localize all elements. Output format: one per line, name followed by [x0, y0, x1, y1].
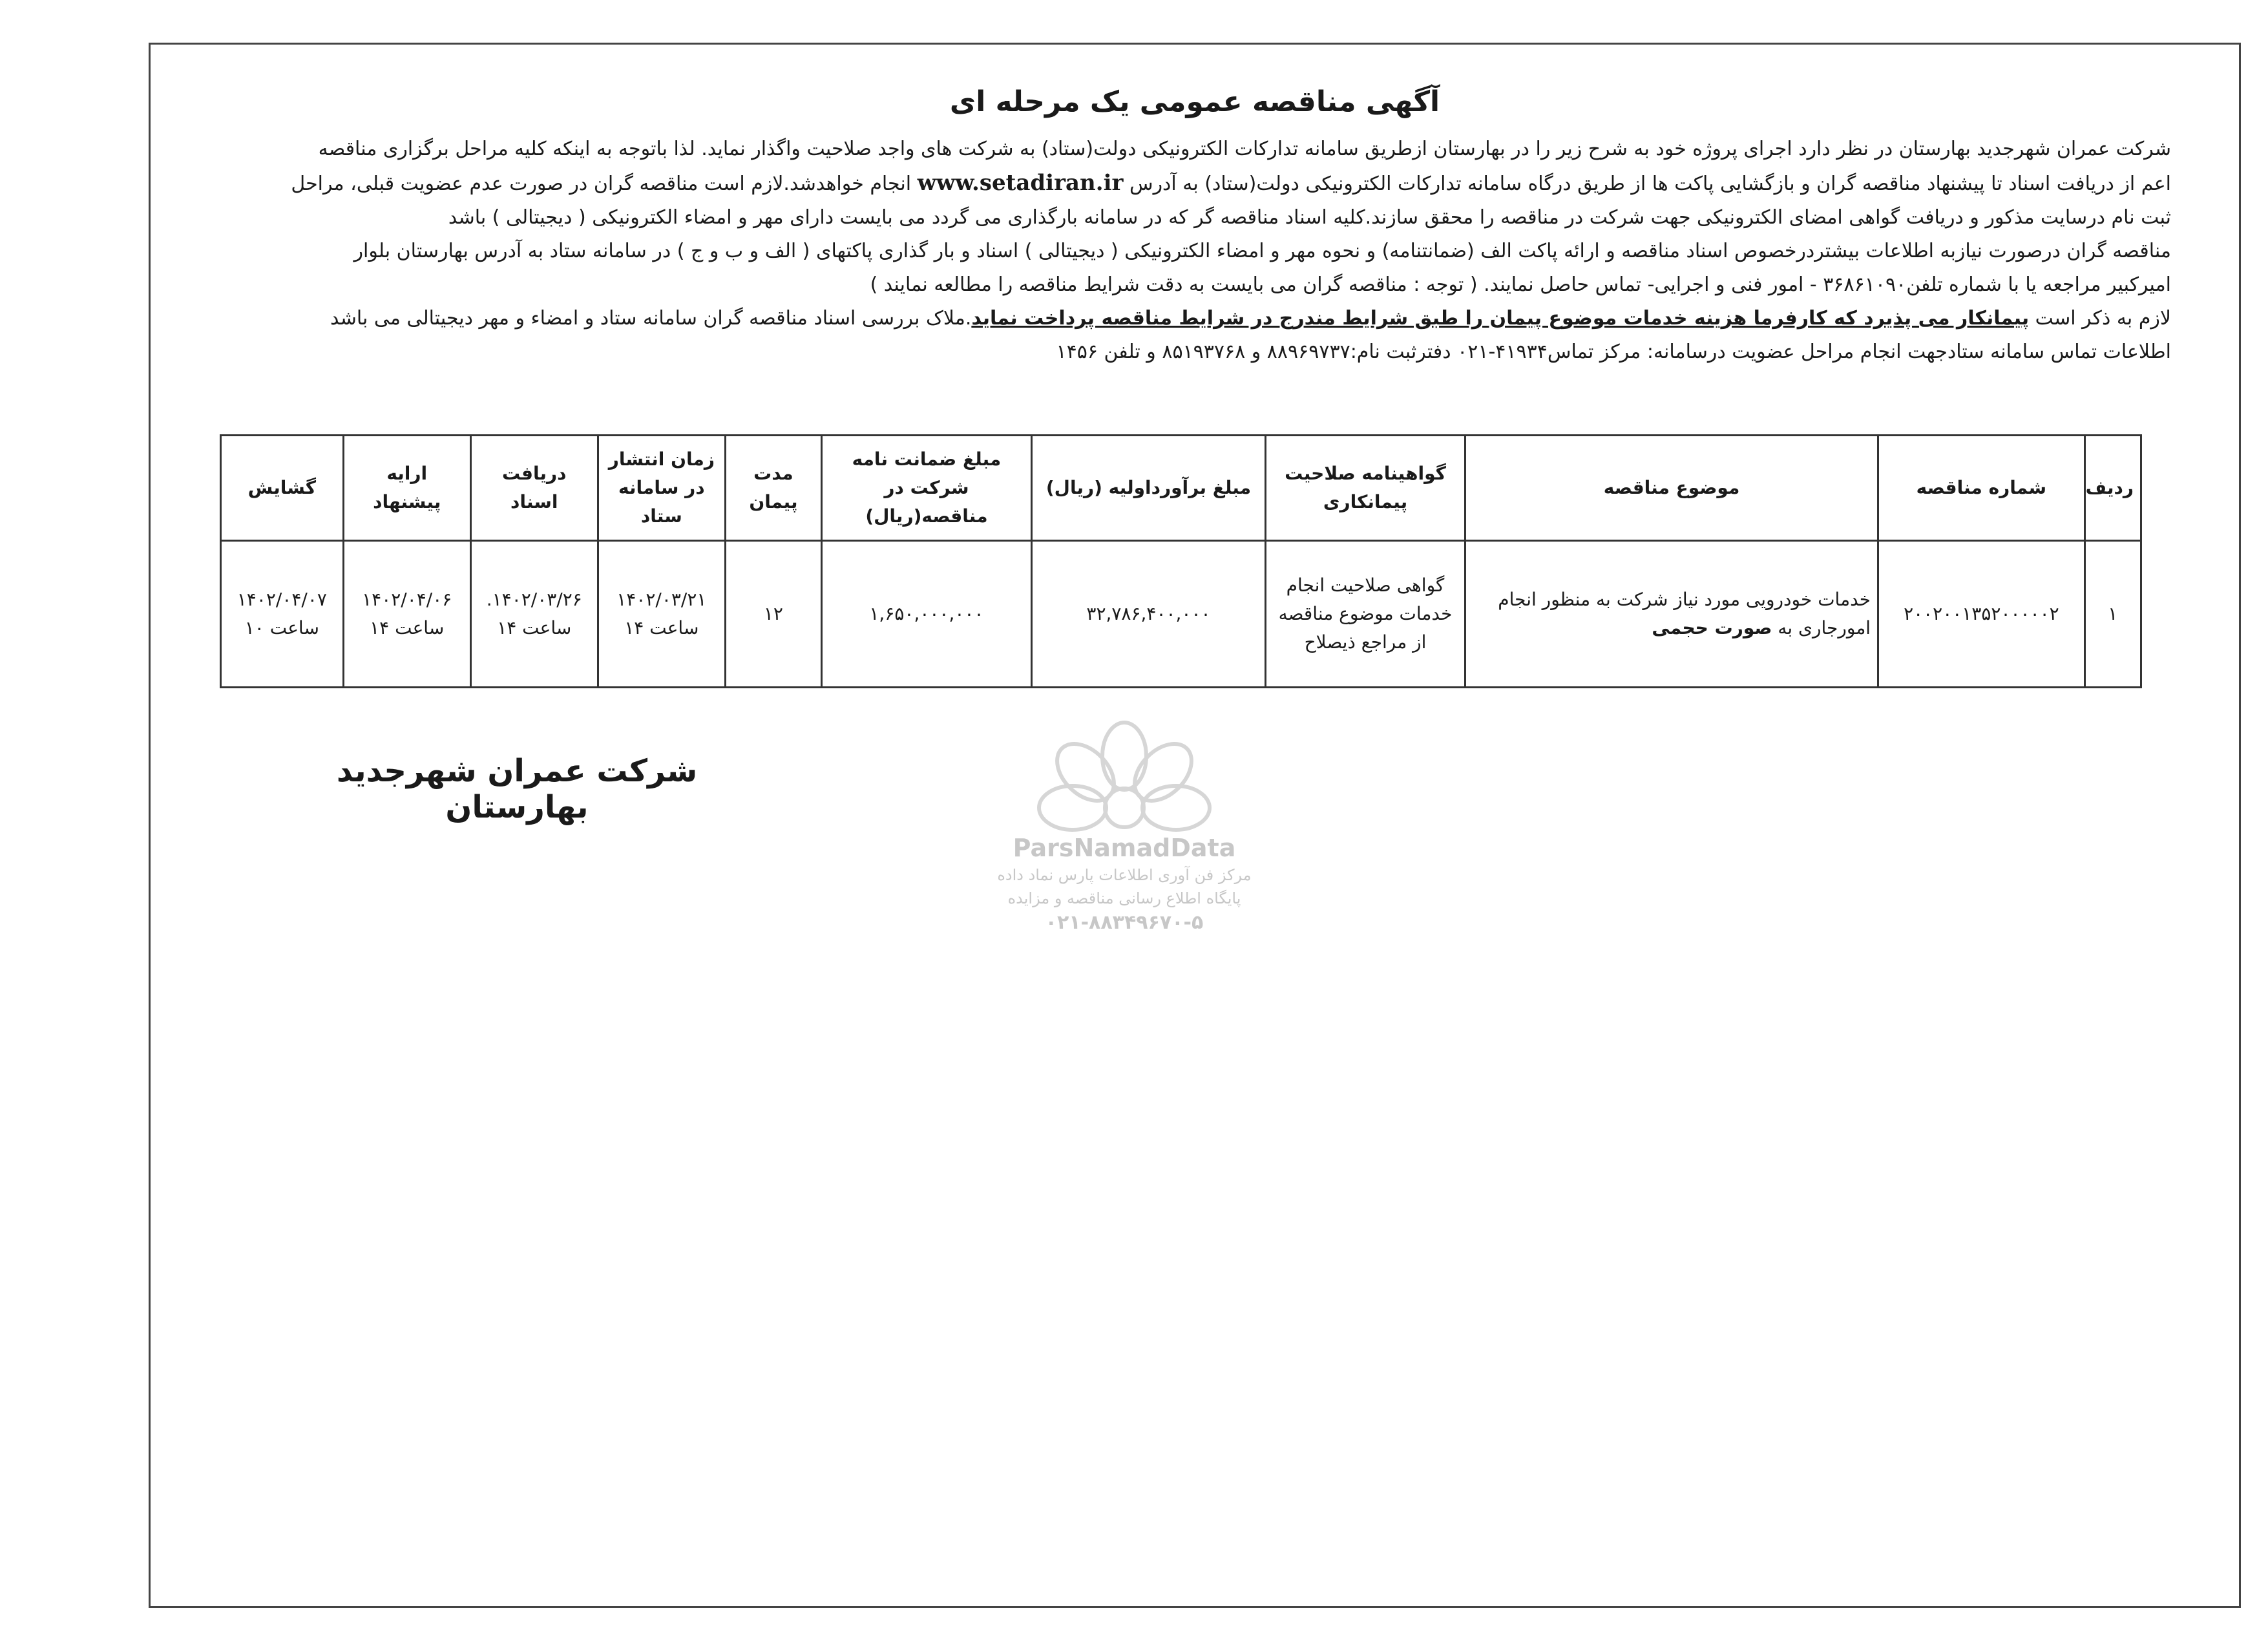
header-subject: موضوع مناقصه — [1465, 436, 1878, 541]
cell-publish — [598, 541, 725, 688]
header-publish: زمان انتشار در سامانه ستاد — [598, 436, 725, 541]
receive-time: ساعت ۱۴ — [497, 617, 572, 639]
subject-text: خدمات خودرویی مورد نیاز شرکت به منظور انجام امورجاری به — [1498, 589, 1871, 639]
publish-time: ساعت ۱۴ — [624, 617, 699, 639]
header-receive: دریافت اسناد — [470, 436, 598, 541]
header-duration: مدت پیمان — [725, 436, 821, 541]
flower-logo-icon — [956, 711, 1292, 834]
website-link[interactable]: www.setadiran.ir — [917, 170, 1124, 196]
payment-condition-text: پیمانکار می پذیرد که کارفرما هزینه خدمات موضوع پیمان را طبق شرایط مندرج در شرایط مناقصه پرداخت نماید — [971, 307, 2030, 330]
opening-date: ۱۴۰۲/۰۴/۰۷ — [236, 589, 327, 610]
paragraph-line: شرکت عمران شهرجدید بهارستان در نظر دارد اجرای پروژه خود به شرح زیر را در بهارستان ازطریق سامانه تدارکات الکترونیکی دولت(ستاد) به شرکت های واجد صلاحیت واگذار نماید. لذا باتوجه به اینکه کلیه مراحل برگزاری مناقصه — [318, 138, 2171, 160]
cell-submit — [343, 541, 470, 688]
watermark-name: ParsNamadData — [1013, 834, 1236, 862]
paragraph-line: امیرکبیر مراجعه یا با شماره تلفن۳۶۸۶۱۰۹۰ - امور فنی و اجرایی- تماس حاصل نمایند. ( توجه : مناقصه گران می بایست به دقت شرایط مناقصه را مطالعه نمایند ) — [870, 273, 2171, 296]
header-guarantee: مبلغ ضمانت نامه شرکت در مناقصه(ریال) — [822, 436, 1032, 541]
cell-subject — [1465, 541, 1878, 688]
paragraph-text: .ملاک بررسی اسناد مناقصه گران سامانه ستاد و امضاء و مهر دیجیتالی می باشد — [330, 307, 972, 330]
table-header-row — [221, 436, 2141, 541]
watermark-line: پایگاه اطلاع رسانی مناقصه و مزایده — [1007, 889, 1241, 907]
paragraph-line: ثبت نام درسایت مذکور و دریافت گواهی امضای الکترونیکی جهت شرکت در مناقصه را محقق سازند.کلیه اسناد مناقصه گر که در سامانه بارگذاری می گردد می بایست دارای مهر و امضاء الکترونیکی ( دیجیتالی ) باشد — [448, 206, 2171, 229]
announcement-body — [207, 132, 2171, 369]
paragraph-text: لازم به ذکر است — [2035, 307, 2171, 330]
header-estimate: مبلغ برآورداولیه (ریال) — [1031, 436, 1265, 541]
tender-table — [220, 434, 2142, 688]
paragraph-line: مناقصه گران درصورت نیازبه اطلاعات بیشتردرخصوص اسناد مناقصه و ارائه پاکت الف (ضمانتنامه) و نحوه مهر و امضاء الکترونیکی ( دیجیتالی ) اسناد و بار گذاری پاکتهای ( الف و ب و ج ) در سامانه ستاد به آدرس بهارستان بلوار — [353, 240, 2171, 262]
receive-date: ۱۴۰۲/۰۳/۲۶. — [486, 589, 582, 610]
cell-receive — [470, 541, 598, 688]
cell-opening — [221, 541, 344, 688]
header-submit: ارایه پیشنهاد — [343, 436, 470, 541]
paragraph-line — [207, 166, 2171, 201]
cell-estimate: ۳۲,۷۸۶,۴۰۰,۰۰۰ — [1031, 541, 1265, 688]
subject-bold-text: صورت حجمی — [1652, 617, 1772, 639]
paragraph-text: اعم از دریافت اسناد تا پیشنهاد مناقصه گران و بازگشایی پاکت ها از طریق درگاه سامانه تدارکات الکترونیکی دولت(ستاد) به آدرس — [1129, 173, 2171, 195]
submit-time: ساعت ۱۴ — [370, 617, 445, 639]
contact-info-line: اطلاعات تماس سامانه ستادجهت انجام مراحل عضویت درسامانه: مرکز تماس۴۱۹۳۴-۰۲۱ دفترثبت نام:۸۸۹۶۹۷۳۷ و ۸۵۱۹۳۷۶۸ و تلفن ۱۴۵۶ — [1056, 341, 2171, 363]
header-tender-number: شماره مناقصه — [1878, 436, 2085, 541]
watermark-phone: ۰۲۱-۸۸۳۴۹۶۷۰-۵ — [1045, 911, 1204, 934]
table-row — [221, 541, 2141, 688]
cell-row-number: ۱ — [2084, 541, 2141, 688]
cell-certificate: گواهی صلاحیت انجام خدمات موضوع مناقصه از مراجع ذیصلاح — [1266, 541, 1465, 688]
company-signature: شرکت عمران شهرجدید بهارستان — [336, 753, 698, 825]
publish-date: ۱۴۰۲/۰۳/۲۱ — [616, 589, 707, 610]
cell-guarantee: ۱,۶۵۰,۰۰۰,۰۰۰ — [822, 541, 1032, 688]
cell-duration: ۱۲ — [725, 541, 821, 688]
submit-date: ۱۴۰۲/۰۴/۰۶ — [362, 589, 452, 610]
header-row-number: ردیف — [2084, 436, 2141, 541]
paragraph-text: انجام خواهدشد.لازم است مناقصه گران در صورت عدم عضویت قبلی، مراحل — [291, 173, 912, 195]
cell-tender-number: ۲۰۰۲۰۰۱۳۵۲۰۰۰۰۰۲ — [1878, 541, 2085, 688]
page-title: آگهی مناقصه عمومی یک مرحله ای — [949, 85, 1440, 118]
watermark-line: مرکز فن آوری اطلاعات پارس نماد داده — [997, 866, 1252, 884]
header-certificate: گواهینامه صلاحیت پیمانکاری — [1266, 436, 1465, 541]
opening-time: ساعت ۱۰ — [244, 617, 319, 639]
paragraph-line — [207, 302, 2171, 335]
watermark — [956, 711, 1292, 944]
header-opening: گشایش — [221, 436, 344, 541]
